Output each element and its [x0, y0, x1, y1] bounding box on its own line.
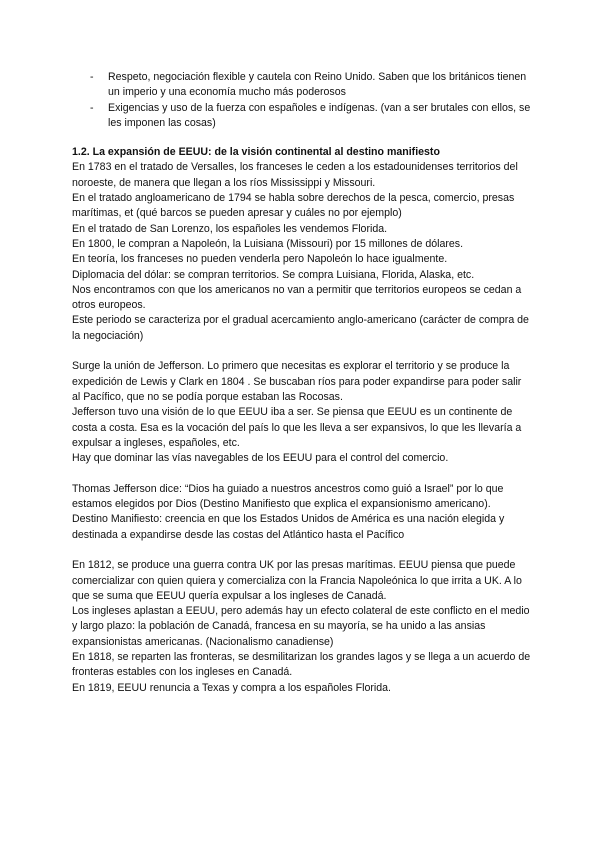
document-content — [72, 70, 532, 696]
paragraph-gap — [72, 344, 532, 359]
paragraph: En 1818, se reparten las fronteras, se desmilitarizan los grandes lagos y se llega a un acuerdo de fronteras estables con los ingleses en Canadá. — [72, 650, 531, 679]
paragraph: En 1800, le compran a Napoleón, la Luisiana (Missouri) por 15 millones de dólares. — [72, 237, 464, 250]
section-heading: 1.2. La expansión de EEUU: de la visión continental al destino manifiesto — [72, 146, 440, 159]
paragraph: Surge la unión de Jefferson. Lo primero que necesitas es explorar el territorio y se produce la expedición de Lewis y Clark en 1804 . Se buscaban ríos para poder expandirse para poder salir al Pacífico, que no se podía porque estaban las Rocosas. — [72, 360, 522, 403]
paragraph: Diplomacia del dólar: se compran territorios. Se compra Luisiana, Florida, Alaska, etc. — [72, 268, 475, 281]
paragraph: Hay que dominar las vías navegables de los EEUU para el control del comercio. — [72, 452, 449, 465]
paragraph: En 1812, se produce una guerra contra UK por las presas marítimas. EEUU piensa que puede comercializar con quien quiera y comercializa con la Francia Napoleónica lo que irrita a UK. A lo que se suma que EEUU quería expulsar a los ingleses de Canadá. — [72, 559, 522, 602]
bullet-marker: - — [90, 71, 94, 83]
bullet-marker: - — [90, 101, 94, 114]
bullet-item — [72, 101, 532, 132]
paragraph: En teoría, los franceses no pueden venderla pero Napoleón lo hace igualmente. — [72, 253, 448, 266]
paragraph: En el tratado angloamericano de 1794 se habla sobre derechos de la pesca, comercio, presas marítimas, et (qué barcos se pueden apresar y cuáles no por ejemplo) — [72, 192, 515, 220]
paragraph: Los ingleses aplastan a EEUU, pero además hay un efecto colateral de este conflicto en el medio y largo plazo: la población de Canadá, francesa en su mayoría, se ha unido a las ansias expansionistas americanas. (Nacionalismo canadiense) — [72, 605, 530, 648]
paragraph: En 1783 en el tratado de Versalles, los franceses le ceden a los estadounidenses territorios del noroeste, de manera que llegan a los ríos Mississippi y Missouri. — [72, 161, 518, 189]
paragraph: Nos encontramos con que los americanos no van a permitir que territorios europeos se cedan a otros europeos. — [72, 283, 522, 312]
paragraph: Thomas Jefferson dice: “Dios ha guiado a nuestros ancestros como guió a Israel” por lo que estamos elegidos por Dios (Destino Manifiesto que explica el expansionismo americano). — [72, 482, 504, 511]
bullet-text: Respeto, negociación flexible y cautela con Reino Unido. Saben que los británicos tienen un imperio y una economía mucho más poderosos — [108, 71, 527, 99]
bullet-list — [72, 70, 532, 131]
bullet-text: Exigencias y uso de la fuerza con españoles e indígenas. (van a ser brutales con ellos, se les imponen las cosas) — [108, 101, 531, 129]
bullet-item — [72, 70, 532, 101]
paragraph-gap — [72, 466, 532, 481]
paragraph: Jefferson tuvo una visión de lo que EEUU iba a ser. Se piensa que EEUU es un continente de costa a costa. Esa es la vocación del país lo que les lleva a ser expansivos, lo que les llevaría a expulsar a ingleses, españoles, etc. — [72, 406, 522, 449]
paragraph: Este periodo se caracteriza por el gradual acercamiento anglo-americano (carácter de compra de la negociación) — [72, 314, 529, 342]
paragraph-gap — [72, 543, 532, 558]
paragraph: En 1819, EEUU renuncia a Texas y compra a los españoles Florida. — [72, 681, 391, 694]
paragraph: Destino Manifiesto: creencia en que los Estados Unidos de América es una nación elegida y destinada a expandirse desde las costas del Atlántico hasta el Pacífico — [72, 513, 505, 541]
paragraph: En el tratado de San Lorenzo, los españoles les vendemos Florida. — [72, 222, 388, 235]
